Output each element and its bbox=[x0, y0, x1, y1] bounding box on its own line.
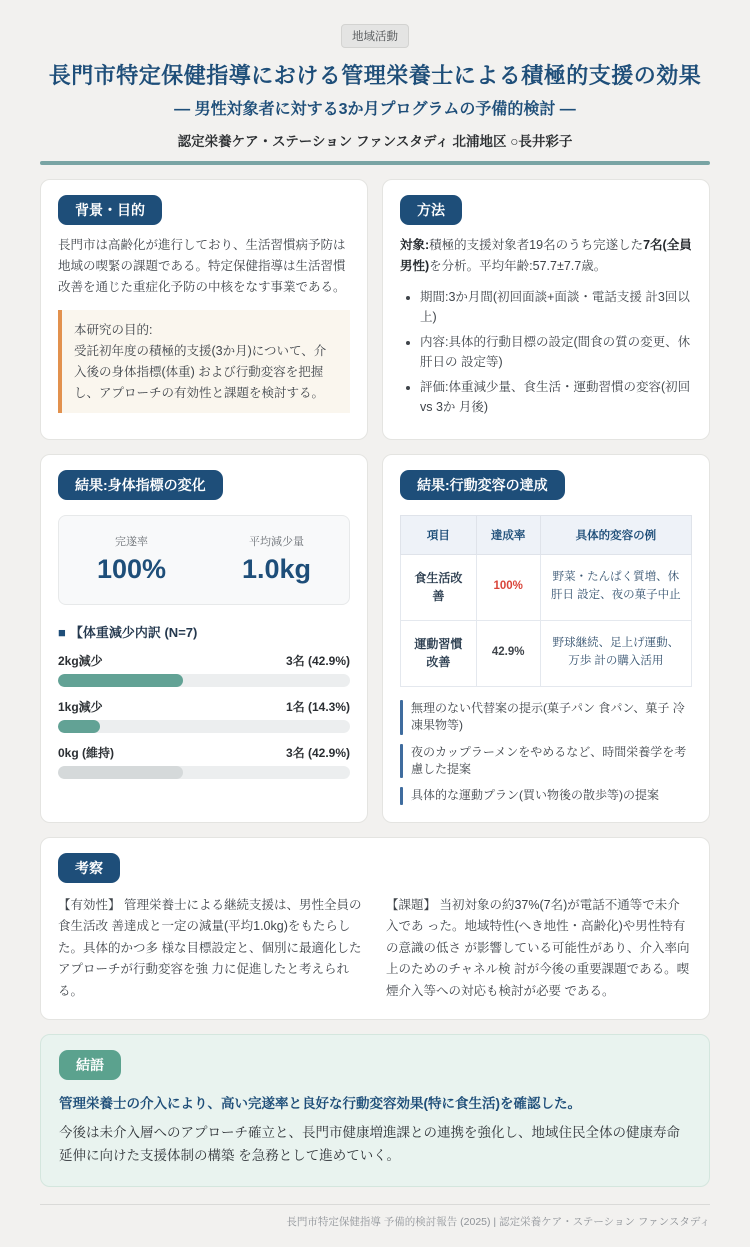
chart-heading-text: 【体重減少内訳 (N=7) bbox=[69, 624, 198, 640]
method-bullet: • 内容:具体的行動目標の設定(間食の質の変更、休肝日の 設定等) bbox=[420, 332, 692, 372]
bar-value-label: 3名 (42.9%) bbox=[285, 653, 350, 668]
results-physical-heading-badge: 結果:身体指標の変化 bbox=[58, 470, 223, 500]
bar-value-label: 1名 (14.3%) bbox=[285, 699, 350, 714]
method-bullet-list bbox=[405, 287, 692, 417]
conclusion-highlight: 管理栄養士の介入により、高い完遂率と良好な行動変容効果(特に食生活)を確認した。 bbox=[59, 1096, 581, 1112]
method-card bbox=[382, 179, 710, 440]
discussion-columns bbox=[58, 895, 692, 1003]
footer-citation: 長門市特定保健指導 予備的検討報告 (2025) | 認定栄養ケア・ステーション ファンスタディ bbox=[40, 1204, 710, 1229]
background-card bbox=[40, 179, 368, 440]
subject-bold: 7名(全員男性) bbox=[400, 238, 692, 273]
row-results bbox=[40, 454, 710, 823]
col-header-examples: 具体的変容の例 bbox=[540, 515, 691, 554]
discussion-issues: 【課題】 当初対象の約37%(7名)が電話不通等で未介入であ った。地域特性(へき地性・高齢化)や男性特有の意識の低さ が影響している可能性があり、介入率向上のためのチャネル検 討が今後の重要課題である。喫煙介入等への対応も検討が必要 である。 bbox=[386, 897, 690, 998]
method-bullet: • 期間:3か月間(初回面談+面談・電話支援 計3回以上) bbox=[420, 287, 692, 327]
cell-item: 食生活改善 bbox=[401, 554, 477, 620]
bar-row-1kg bbox=[58, 698, 350, 733]
bar-fill bbox=[58, 766, 183, 779]
note-item bbox=[400, 744, 692, 779]
row-background-method bbox=[40, 179, 710, 440]
note-text: 具体的な運動プラン(買い物後の散歩等)の提案 bbox=[411, 788, 659, 803]
note-text: 夜のカップラーメンをやめるなど、時間栄養学を考慮した提案 bbox=[411, 744, 687, 777]
chart-heading bbox=[58, 622, 350, 641]
table-row bbox=[401, 620, 692, 686]
bar-track bbox=[58, 674, 350, 687]
subject-post: を分析。平均年齢:57.7±7.7歳。 bbox=[429, 258, 607, 273]
support-notes bbox=[400, 700, 692, 805]
discussion-heading-badge: 考察 bbox=[58, 853, 120, 883]
bar-fill bbox=[58, 674, 183, 687]
subject-label: 対象: bbox=[400, 238, 430, 252]
note-bar-icon bbox=[400, 744, 403, 779]
page-subtitle: ― 男性対象者に対する3か月プログラムの予備的検討 ― bbox=[174, 101, 576, 118]
bar-row-0kg bbox=[58, 744, 350, 779]
header-divider bbox=[40, 161, 710, 165]
author-line: 認定栄養ケア・ステーション ファンスタディ 北浦地区 ○長井彩子 bbox=[177, 134, 573, 149]
bar-track bbox=[58, 720, 350, 733]
results-physical-card bbox=[40, 454, 368, 823]
method-subject-line bbox=[400, 235, 692, 277]
page-title: 長門市特定保健指導における管理栄養士による積極的支援の効果 bbox=[48, 63, 702, 88]
bar-category-label: 0kg (維持) bbox=[58, 745, 115, 760]
conclusion-heading-badge: 結語 bbox=[59, 1050, 121, 1080]
note-text: 無理のない代替案の提示(菓子パン 食パン、菓子 冷凍果物等) bbox=[411, 700, 685, 733]
behavior-table bbox=[400, 515, 692, 687]
col-header-rate: 達成率 bbox=[476, 515, 540, 554]
bar-fill bbox=[58, 720, 100, 733]
bar-value-label: 3名 (42.9%) bbox=[285, 745, 350, 760]
method-bullet: • 評価:体重減少量、食生活・運動習慣の変容(初回 vs 3か 月後) bbox=[420, 377, 692, 417]
discussion-effectiveness: 【有効性】 管理栄養士による継続支援は、男性全員の食生活改 善達成と一定の減量(平均1.0kg)をもたらした。具体的かつ多 様な目標設定と、個別に最適化したアプローチが行動変容を強 力に促進したと考えられる。 bbox=[58, 897, 362, 998]
purpose-box bbox=[58, 310, 350, 413]
note-item bbox=[400, 787, 692, 804]
background-heading-badge: 背景・目的 bbox=[58, 195, 162, 225]
header bbox=[40, 24, 710, 165]
stats-box bbox=[58, 515, 350, 605]
cell-examples: 野菜・たんぱく質増、休肝日 設定、夜の菓子中止 bbox=[540, 554, 691, 620]
purpose-body: 受託初年度の積極的支援(3か月)について、介入後の身体指標(体重) および行動変容を把握し、アプローチの有効性と課題を検討する。 bbox=[74, 344, 327, 400]
purpose-label: 本研究の目的: bbox=[74, 323, 153, 338]
note-bar-icon bbox=[400, 700, 403, 735]
stat-avg-loss bbox=[204, 533, 349, 585]
cell-rate: 42.9% bbox=[476, 620, 540, 686]
background-body: 長門市は高齢化が進行しており、生活習慣病予防は地域の喫緊の課題である。特定保健指導は生活習慣改善を通じた重症化予防の中核をなす事業である。 bbox=[58, 238, 346, 294]
note-bar-icon bbox=[400, 787, 403, 804]
bar-row-2kg bbox=[58, 652, 350, 687]
cell-item: 運動習慣改善 bbox=[401, 620, 477, 686]
cell-examples: 野球継続、足上げ運動、万歩 計の購入活用 bbox=[540, 620, 691, 686]
cell-rate: 100% bbox=[476, 554, 540, 620]
bar-track bbox=[58, 766, 350, 779]
stat-value: 1.0kg bbox=[241, 553, 312, 584]
note-item bbox=[400, 700, 692, 735]
col-header-item: 項目 bbox=[401, 515, 477, 554]
results-behavior-heading-badge: 結果:行動変容の達成 bbox=[400, 470, 565, 500]
square-icon: ■ bbox=[58, 624, 66, 640]
method-heading-badge: 方法 bbox=[400, 195, 462, 225]
conclusion-panel bbox=[40, 1034, 710, 1186]
conclusion-body: 今後は未介入層へのアプローチ確立と、長門市健康増進課との連携を強化し、地域住民全体の健康寿命延伸に向けた支援体制の構築 を急務として進めていく。 bbox=[59, 1124, 680, 1163]
category-badge: 地域活動 bbox=[341, 24, 409, 48]
discussion-card bbox=[40, 837, 710, 1021]
table-row bbox=[401, 554, 692, 620]
stat-completion bbox=[59, 533, 204, 585]
bar-category-label: 1kg減少 bbox=[58, 699, 103, 714]
stat-label: 完遂率 bbox=[115, 535, 148, 548]
bar-category-label: 2kg減少 bbox=[58, 653, 103, 668]
stat-label: 平均減少量 bbox=[249, 535, 304, 548]
stat-value: 100% bbox=[96, 553, 167, 584]
subject-pre: 積極的支援対象者19名のうち完遂した bbox=[429, 238, 644, 252]
table-header-row bbox=[401, 515, 692, 554]
results-behavior-card bbox=[382, 454, 710, 823]
